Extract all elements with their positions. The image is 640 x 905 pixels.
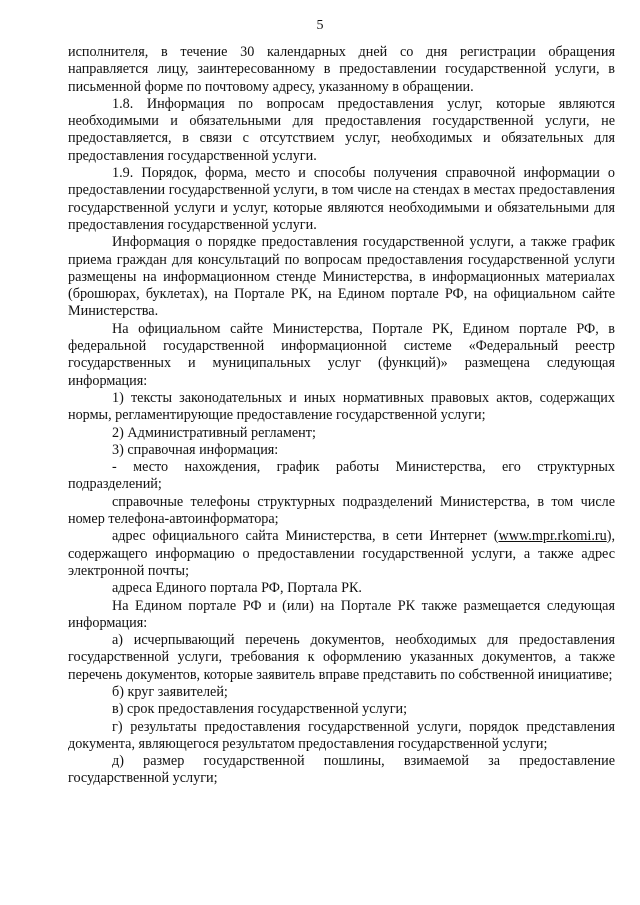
document-body — [68, 44, 615, 788]
list-item-address — [68, 528, 615, 580]
list-item-b: б) круг заявителей; — [112, 683, 228, 700]
list-item-c: в) срок предоставления государственной услуги; — [112, 701, 408, 718]
page-number: 5 — [316, 18, 324, 33]
list-item-d: г) результаты предоставления государственной услуги, порядок представления документа, являющегося результатом предоставления государственной услуги; — [68, 718, 615, 752]
list-item-3: 3) справочная информация: — [112, 441, 279, 458]
list-item-1: 1) тексты законодательных и иных нормативных правовых актов, содержащих нормы, регламентирующие предоставление государственной услуги; — [68, 389, 615, 424]
address-lead: адрес официального сайта Министерства, в сети Интернет ( — [112, 528, 499, 545]
paragraph-1-9: 1.9. Порядок, форма, место и способы получения справочной информации о предоставлении государственной услуги, в том числе на стендах в местах предоставления государственной услуги и услуг, которые являются необходимыми и обязательными для предоставления государственной услуги. — [68, 165, 615, 233]
paragraph-official-site: На официальном сайте Министерства, Портале РК, Едином портале РФ, в федеральной государственной информационной системе «Федеральный реестр государственных и муниципальных услуг (функций)» размещена следующая информация: — [68, 320, 615, 389]
paragraph-1-8: 1.8. Информация по вопросам предоставления услуг, которые являются необходимыми и обязательными для предоставления государственной услуги, не предоставляется, в связи с отсутствием услуг, необходимых и обязательных для предоставления государственной услуги. — [68, 95, 615, 164]
site-link[interactable]: www.mpr.rkomi.ru — [498, 528, 607, 545]
paragraph-info-order: Информация о порядке предоставления государственной услуги, а также график приема граждан для консультаций по вопросам предоставления государственной услуги размещены на информационном стенде Министерства, в информационных материалах (брошюрах, буклетах), на Портале РК, на Едином портале РФ, на официальном сайте Министерства. — [68, 234, 615, 320]
list-item-phones: справочные телефоны структурных подразделений Министерства, в том числе номер телефона-автоинформатора; — [68, 493, 615, 528]
list-item-portals: адреса Единого портала РФ, Портала РК. — [112, 580, 362, 597]
address-tail: ), содержащего информацию о предоставлении государственной услуги, а также адрес электронной почты; — [68, 528, 615, 579]
list-item-location: - место нахождения, график работы Министерства, его структурных подразделений; — [68, 459, 615, 493]
paragraph-continuation: исполнителя, в течение 30 календарных дней со дня регистрации обращения направляется лицу, заинтересованному в предоставлении государственной услуги, в письменной форме по почтовому адресу, указанному в обращении. — [68, 44, 615, 95]
paragraph-portal-info: На Едином портале РФ и (или) на Портале РК также размещается следующая информация: — [68, 597, 615, 631]
list-item-a: а) исчерпывающий перечень документов, необходимых для предоставления государственной услуги, требования к оформлению указанных документов, а также перечень документов, которые заявитель вправе представить по собственной инициативе; — [68, 632, 615, 683]
list-item-e: д) размер государственной пошлины, взимаемой за предоставление государственной услуги; — [68, 753, 615, 787]
list-item-2: 2) Административный регламент; — [112, 424, 316, 441]
